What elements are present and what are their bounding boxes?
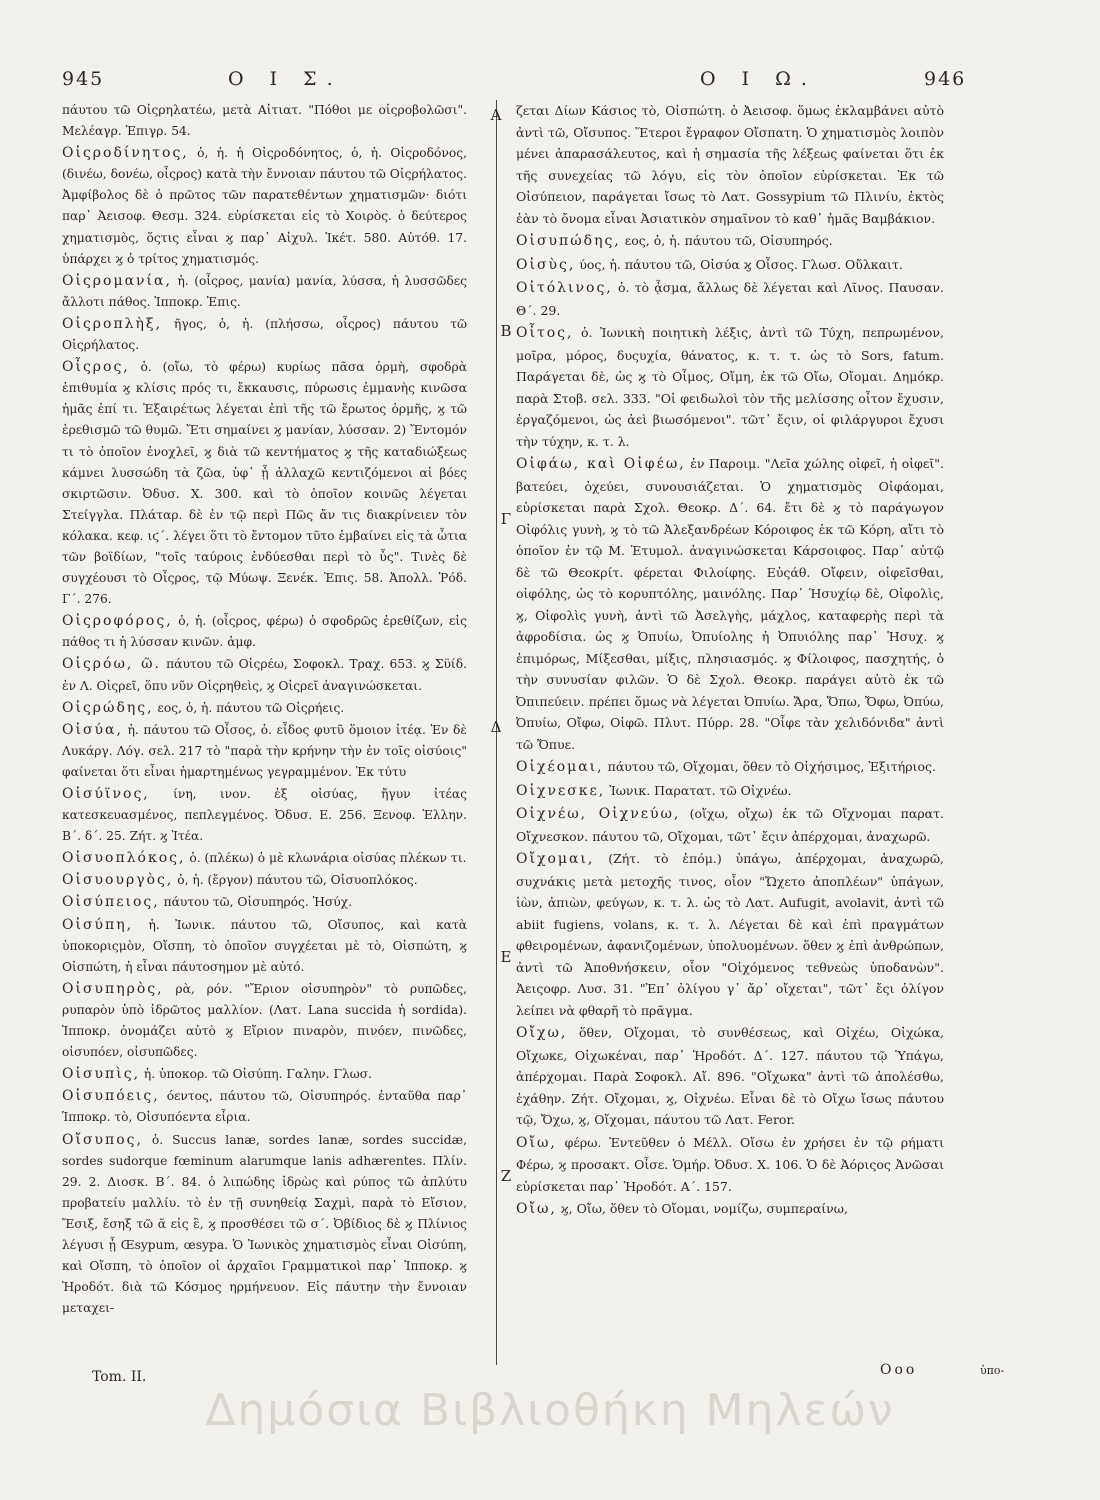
dictionary-entry (62, 100, 467, 142)
entry-text: φέρω. Ἐντεῦθεν ὁ Μέλλ. Οἴσω ἐν χρήσει ἐν τῷ ρήματι Φέρω, ϗ προσακτ. Οἶσε. Ὁμήρ. Ὀδυσ. Χ. 106. Ὁ δὲ Ἀόριςος Ἀνῶσαι εὑρίσκεται παρ᾽ Ἡροδότ. Α΄. 157. (516, 1134, 944, 1194)
dictionary-entry (62, 1086, 467, 1128)
entry-text: ὁ, ἡ. (οἶςρος, φέρω) ὁ σφοδρῶς ἐρεθίζων, εἰς πάθος τι ἡ λύσσαν κινῶν. ἀμφ. (62, 614, 467, 650)
dictionary-entry (516, 322, 944, 452)
entry-headword: Οἰσυπηρὸς, (62, 980, 164, 997)
entry-headword: Οἴχω, (516, 1025, 568, 1041)
entry-headword: Οἰτόλινος, (516, 280, 613, 296)
entry-text: ἐν Παροιμ. "Λεῖα χώλης οἰφεῖ, ἡ οἰφεῖ". βατεύει, ὀχεύει, συνουσιάζεται. Ὁ χηματισμὸς Οἰφάομαι, εὑρίσκεται παρὰ Σχολ. Θεοκρ. Δ΄. 64. ἔτι δὲ ϗ τὸ παράγωγον Οἰφόλις γυνὴ, ϗ τὸ τῶ Ἀλεξανδρέων Κόροιφος ἐκ τῶ Κόρη, αἴτι τὸ ὁποῖον ἐν τῷ Μ. Ἐτυμολ. ἀναγινώσκεται Κάρσοιφος. Παρ᾽ αὐτῷ δὲ τῶ Θεοκρίτ. φέρεται Φιλοίφης. Εὐςάθ. Οἴφειν, οἰφεῖσθαι, οἰφόλης, ὡς τὸ κορυπτόλης, μαινόλης. Παρ᾽ Ἡσυχίῳ δὲ, Οἰφολὶς, ϗ, Οἰφολὶς γυνὴ, ἀντὶ τῶ Ἀσελγὴς, μάχλος, καταφερὴς περὶ τὰ ἀφροδίσια. ὡς ϗ Ὀπυίω, Ὀπυίολης ἡ Ὀπυιόλης παρ᾽ Ἡσυχ. ϗ ἐπιμόρως, Μίξεσθαι, μίξις, πλησιασμός. ϗ Φίλοιφος, πασχητής, ὁ τὴν συνυσίαν φιλῶν. Ὁ δὲ Σχολ. Θεοκρ. παράγει αὐτὸ ἐκ τῶ Ὀπιπεύειν. πρέπει ὅμως νὰ λέγεται Ὀπυίω. Ἄρα, Ὄπω, Ὄφω, Ὀπύω, Ὀπυίω, Οἴφω, Οἰφῶ. Πλυτ. Πύρρ. 28. "Οἶφε τὰν χελιδόνιδα" ἀντὶ τῶ Ὄπυε. (516, 456, 944, 752)
dictionary-entry (516, 1022, 944, 1131)
dictionary-entry (516, 1198, 944, 1221)
library-watermark: Δημόσια Βιβλιοθήκη Μηλεών (205, 1385, 895, 1436)
catchword: ὑπο- (980, 1364, 1005, 1377)
running-title-left: Ο Ι Σ. (228, 68, 343, 90)
entry-headword: Οἰσυπὶς, (62, 1066, 141, 1083)
dictionary-entry (62, 784, 467, 847)
entry-text: πάυτου τῶ, Οἴχομαι, ὅθεν τὸ Οἰχήσιμος, Ἐξιτήριος. (607, 759, 936, 774)
entry-text: ἡ. ὑποκορ. τῶ Οἰσύπη. Γαλην. Γλωσ. (143, 1067, 373, 1082)
dictionary-entry (516, 254, 944, 277)
entry-headword: Οἴω, (516, 1201, 557, 1217)
entry-text: ὅθεν, Οἴχομαι, τὸ συνθέσεως, καὶ Οἰχέω, Οἰχώκα, Οἴχωκε, Οἰχωκέναι, παρ᾽ Ἡροδότ. Δ΄. 127. πάυτου τῷ Ὑπάγω, ἀπέρχομαι. Παρὰ Σοφοκλ. Αἴ. 896. "Οἴχωκα" ἀντὶ τῶ ἀπολέσθω, ἐχάθην. Ζήτ. Οἴχομαι, ϗ, Οἰχνέω. Εἶναι δὲ τὸ Οἴχω ἴσως πάυτου τῷ, Ὄχω, ϗ, Οἴχομαι, πάυτου τῶ Λατ. Feror. (516, 1025, 944, 1127)
entry-text: ίνη, ινον. ἐξ οἰσύας, ἤγυν ἰτέας κατεσκευασμένος, πεπλεγμένος. Ὀδυσ. Ε. 256. Ξενοφ. Ἑλλην. Β΄. δ΄. 25. Ζήτ. ϗ Ἰτέα. (62, 787, 467, 844)
page-number-right: 946 (924, 68, 967, 90)
dictionary-entry (62, 357, 467, 610)
entry-text: όεντος, πάυτου τῶ, Οἰσυπηρός. ἐνταῦθα παρ᾽ Ἱπποκρ. τὸ, Οἰσυπόεντα εἶρια. (62, 1089, 467, 1125)
entry-text: ὁ, ἡ. (ἔργον) πάυτου τῶ, Οἰσυοπλόκος. (177, 873, 418, 888)
entry-headword: Οἰσύπη, (62, 916, 134, 933)
entry-headword: Οἴσυπος, (62, 1131, 143, 1148)
entry-text: ὁ. Ἰωνικὴ ποιητικὴ λέξις, ἀντὶ τῶ Τύχη, πεπρωμένον, μοῖρα, μόρος, δυςυχία, θάνατος, κ. τ. τ. ὡς τὸ Sors, fatum. Παράγεται δὲ, ὡς ϗ τὸ Οἶμος, Οἴμη, ἐκ τῶ Οἴω, Οἴομαι. Δημόκρ. παρὰ Στοβ. σελ. 333. "Οἱ φειδωλοὶ τὸν τῆς μελίσσης οἶτον ἔχυσιν, ἐργαζόμενοι, ὡς ἀεὶ βιωσόμενοι". τῶτ᾽ ἔςιν, οἱ φιλάργυροι ἔχυσι τὴν τύχην, κ. τ. λ. (516, 325, 944, 449)
entry-headword: Οἰσὺς, (516, 256, 576, 273)
dictionary-entry (62, 271, 467, 313)
entry-text: εος, ὁ, ἡ. πάυτου τῶ Οἰςρήεις. (157, 700, 345, 715)
dictionary-entry (62, 1064, 467, 1085)
section-letter-b: Β (500, 322, 512, 340)
section-letter-a: Α (490, 106, 502, 124)
dictionary-entry (516, 277, 944, 321)
entry-headword: Οἰςροπλὴξ, (62, 315, 163, 332)
entry-headword: Οἰσύα, (62, 721, 123, 738)
entry-text: ζεται Δίων Κάσιος τὸ, Οἰσπώτη. ὁ Ἀεισοφ. ὅμως ἐκλαμβάνει αὐτὸ ἀντὶ τῶ, Οἴσυπος. Ἕτεροι ἔγραφον Οἴσπατη. Ὁ χηματισμὸς λοιπὸν μένει ἀπαρασάλευτος, καὶ ἡ σημασία τῆς λέξεως φαίνεται ὅτι ἐκ τῆς συνεχείας τῶ λόγυ, εἰς τὸν ὁποῖον εὑρίσκεται. Ἐκ τῶ Οἰσύπειον, παράγεται ἴσως τὸ Λατ. Gossypium τῶ Πλινίυ, ἐκτὸς ἐὰν τὸ ὄνομα εἶναι Ἀσιατικὸν σημαῖνον τὸ καθ᾽ ἡμᾶς Βαμβάκιον. (516, 103, 944, 226)
dictionary-entry (516, 848, 944, 1021)
dictionary-entry (516, 756, 944, 779)
entry-headword: Οἴω, (516, 1134, 557, 1151)
entry-headword: Οἴχομαι, (516, 851, 595, 867)
entry-headword: Οἰχέομαι, (516, 759, 604, 775)
entry-headword: Οἰςροφόρος, (62, 613, 173, 630)
entry-text: (οἴχω, οἴχω) ἐκ τῶ Οἴχνομαι παρατ. Οἴχνεσκον. πάυτου τῶ, Οἴχομαι, τῶτ᾽ ἔςιν ἀπέρχομαι, ἀναχωρῶ. (516, 806, 944, 844)
dictionary-entry (62, 654, 467, 696)
dictionary-entry (62, 720, 467, 783)
entry-headword: Οἶτος, (516, 325, 574, 341)
section-letter-d: Δ (490, 718, 502, 736)
dictionary-entry (62, 979, 467, 1063)
entry-headword: Οἰσυπόεις, (62, 1088, 160, 1105)
dictionary-entry (516, 453, 944, 755)
entry-text: ἡ. Ἰωνικ. πάυτου τῶ, Οἴσυπος, καὶ κατὰ ὑποκοριςμὸν, Οἴσπη, τὸ ὁποῖον συγχέεται μὲ τὸ, Οἰσπώτη, ϗ Οἰσπώτη, ἡ εἶναι πάυτοσημον μὲ αὐτό. (62, 917, 467, 974)
dictionary-entry (62, 143, 467, 270)
entry-text: πάυτου τῶ Οἰςρέω, Σοφοκλ. Τραχ. 653. ϗ Σϋίδ. ἐν Λ. Οἰςρεῖ, ὅπυ νῦν Οἰςρηθεὶς, ϗ Οἰςρεῖ ἀναγινώσκεται. (62, 657, 467, 693)
entry-text: ὁ. (πλέκω) ὁ μὲ κλωνάρια οἰσύας πλέκων τι. (189, 851, 467, 866)
entry-headword: Οἰςρώδης, (62, 699, 154, 716)
entry-headword: Οἰσυοπλόκος, (62, 850, 186, 867)
section-letter-z: Ζ (500, 1167, 512, 1185)
dictionary-entry (62, 611, 467, 653)
entry-text: ϗ, Οἴω, ὅθεν τὸ Οἴομαι, νομίζω, συμπεραίνω, (560, 1201, 848, 1216)
dictionary-entry (62, 314, 467, 356)
entry-headword: Οἰφάω, καὶ Οἰφέω, (516, 456, 686, 472)
entry-text: ύος, ἡ. πάυτου τῶ, Οἰσύα ϗ Οἶσος. Γλωσ. Οὔλκαιτ. (579, 256, 903, 272)
entry-text: ἡ. (οἶςρος, μανία) μανία, λύσσα, ἡ λυσσῶδες ἄλλοτι πάθος. Ἱπποκρ. Ἐπις. (62, 273, 467, 309)
right-column (516, 100, 944, 1221)
entry-text: ὁ. τὸ ᾆσμα, ἄλλως δὲ λέγεται καὶ Λῖνος. Παυσαν. Θ΄. 29. (516, 280, 944, 318)
entry-text: ὁ. Succus lanæ, sordes lanæ, sordes succidæ, sordes sudorque fœminum alarumque lanis adhærentes. Πλίν. 29. 2. Διοσκ. Β΄. 84. ὁ λιπώδης ἱδρὼς καὶ ρύπος τῶ ἀπλύτυ προβατείυ μαλλίυ. τὸ ἐν τῇ συνηθείᾳ Σαχμὶ, παρὰ τὸ Εἴσιον, Ἔσιξ, ἔσηξ τῶ ᾶ εἰς ἒ, ϗ προσθέσει τῶ σ΄. Ὀβίδιος δὲ ϗ Πλίνιος λέγυσι ᾗ Œsypum, œsypa. Ὁ Ἰωνικὸς χηματισμὸς εἶναι Οἰσύπη, καὶ Οἴσπη, τὸ ὁποῖον οἱ ἀρχαῖοι Γραμματικοὶ παρ᾽ Ἱπποκρ. ϗ Ἡροδότ. διὰ τῶ Κόσμος ηρμήνευον. Εἰς πάυτην τὴν ἔννοιαν μεταχει- (62, 1132, 467, 1316)
dictionary-entry (62, 848, 467, 869)
dictionary-entry (62, 1130, 467, 1320)
entry-text: ῆγος, ὁ, ἡ. (πλήσσω, οἶςρος) πάυτου τῶ Οἰςρήλατος. (62, 316, 467, 353)
dictionary-entry (516, 1132, 944, 1198)
entry-headword: Οἰσύϊνος, (62, 786, 150, 802)
entry-headword: Οἶςρος, (62, 359, 130, 376)
entry-text: ρὰ, ρόν. "Ἔριον οἰσυπηρὸν" τὸ ρυπῶδες, ρυπαρὸν ὑπὸ ἱδρῶτος μαλλίον. (Λατ. Lana succida ἡ sordida). Ἱπποκρ. ὀνομάζει αὐτὸ ϗ Εἴριον πιναρὸν, πινόεν, πινῶδες, οἰσυπόεν, οἰσυπῶδες. (62, 981, 467, 1060)
entry-headword: Οἰσυπώδης, (516, 233, 621, 249)
entry-text: ὁ. (οἴω, τὸ φέρω) κυρίως πᾶσα ὁρμὴ, σφοδρὰ ἐπιθυμία ϗ κλίσις πρός τι, ἔκκαυσις, πύρωσις ἐμμανὴς κινῶσα ἡμᾶς ἐπί τι. Ἐξαιρέτως λέγεται ἐπὶ τῆς τῶ ἔρωτος ὁρμῆς, ϗ τῶ ἐρεθισμῶ τῶ θυμῶ. Ἔτι σημαίνει ϗ μανίαν, λύσσαν. 2) Ἔντομόν τι τὸ ὁποῖον ἐνοχλεῖ, ϗ διὰ τῶ κεντήματος ϗ τῆς καταδιώξεως κάμνει λυσσώδη τὰ ζῶα, ὑφ᾽ ᾗ ἀλλαχῶ κεντιζόμενοι αἱ βόες σκιρτῶσιν. Ὀδυσ. Χ. 300. καὶ τὸ ὁποῖον κοινῶς λέγεται Στείγγλα. Πλάταρ. δὲ ἐν τῷ περὶ Πῶς ἄν τις διακρίνειεν τὸν κόλακα. κεφ. ιϛ΄. λέγει ὅτι τὸ ἔντομον τῦτο ἐμβαίνει εἰς τὰ ὦτια τῶν βοϊδίων, "τοῖς ταύροις ἐνδύεσθαι περὶ τὸ ὖς". Τινὲς δὲ συγχέουσι τὸ Οἶςρος, τῷ Μύωψ. Ξενέκ. Ἐπις. 58. Ἀπολλ. Ῥόδ. Γ΄. 276. (62, 360, 467, 607)
entry-headword: Οἰσυουργὸς, (62, 872, 174, 889)
entry-headword: Οἰχνέω, Οἰχνεύω, (516, 806, 681, 822)
running-title-right: Ο Ι Ω. (700, 68, 817, 90)
entry-headword: Οἰςρόω, ῶ. (62, 656, 161, 673)
entry-text: ἡ. πάυτου τῶ Οἶσος, ὁ. εἶδος φυτῦ ὅμοιον ἰτέᾳ. Ἐν δὲ Λυκάργ. Λόγ. σελ. 217 τὸ "παρὰ τὴν κρήνην τὴν ἐν τοῖς οἰσύοις" φαίνεται ὅτι εἶναι ἡμαρτημένως γεγραμμένον. Ἐκ τύτυ (62, 722, 467, 779)
dictionary-entry (516, 100, 944, 229)
dictionary-entry (62, 915, 467, 978)
left-column (62, 100, 467, 1319)
dictionary-entry (62, 870, 467, 891)
entry-headword: Οἰςρομανία, (62, 272, 172, 289)
dictionary-entry (516, 230, 944, 253)
entry-text: Ἰωνικ. Παρατατ. τῶ Οἰχνέω. (609, 782, 792, 798)
dictionary-entry (62, 892, 467, 913)
entry-text: (Ζήτ. τὸ ἑπόμ.) ὑπάγω, ἀπέρχομαι, ἀναχωρῶ, συχνάκις μετὰ μετοχῆς τινος, οἷον "Ὤχετο ἀποπλέων" ὑπάγων, ἰὼν, ἀπιὼν, φεύγων, κ. τ. λ. ὡς τὸ Λατ. Aufugit, avolavit, ἀντὶ τῶ abiit fugiens, volans, κ. τ. λ. Λέγεται δὲ καὶ ἐπὶ πραγμάτων φθειρομένων, ἀφανιζομένων, ὑπολυομένων. ὅθεν ϗ ἐπὶ ἀνθρώπων, ἀντὶ τῶ Ἀποθνήσκειν, οἷον "Οἰχόμενος τεθνεὼς ὑποδανὼν". Ἀειςοφρ. Λυσ. 31. "Ἐπ᾽ ὀλίγου γ᾽ ἄρ᾽ οἴχεται", τῶτ᾽ ἔςι ὀλίγον λείπει νὰ φθαρῆ τὸ πρᾶγμα. (516, 851, 944, 1018)
entry-headword: Οἰςροδίνητος, (62, 145, 189, 162)
dictionary-entry (516, 780, 944, 803)
dictionary-entry (62, 698, 467, 719)
entry-headword: Οἰχνεσκε, (516, 782, 606, 799)
entry-text: εος, ὁ, ἡ. πάυτου τῶ, Οἰσυπηρός. (624, 233, 833, 248)
signature-mark: Οοο (880, 1362, 918, 1378)
entry-text: πάυτου τῶ, Οἰσυπηρός. Ἡσύχ. (163, 895, 352, 910)
page-number-left: 945 (62, 68, 105, 90)
entry-text: πάυτου τῶ Οἰςρηλατέω, μετὰ Αἰτιατ. "Πόθοι με οἰςροβολῶσι". Μελέαγρ. Ἐπιγρ. 54. (62, 103, 467, 139)
volume-label: Tom. II. (92, 1369, 147, 1385)
entry-text: ὁ, ἡ. ἡ Οἰςροδόνητος, ὁ, ἡ. Οἰςροδόνος, (δινέω, δονέω, οἶςρος) κατὰ τὴν ἔννοιαν πάυτου τῶ Οἰςρήλατος. Ἀμφίβολος δὲ ὁ πρῶτος τῶν παρατεθέντων χηματισμῶν· διότι παρ᾽ Ἀεισοφ. Θεσμ. 324. εὑρίσκεται εἰς τὸ Χοιρὸς. ὁ δεύτερος χηματισμὸς, ὅςτις εἶναι ϗ παρ᾽ Αἰχυλ. Ἱκέτ. 580. Αὐτόθ. 17. ὑπάρχει ϗ ὁ τρίτος χηματισμός. (62, 146, 467, 266)
dictionary-entry (516, 803, 944, 847)
section-letter-e: Ε (500, 948, 512, 966)
entry-headword: Οἰσύπειος, (62, 894, 160, 911)
section-letter-g: Γ (500, 510, 512, 528)
